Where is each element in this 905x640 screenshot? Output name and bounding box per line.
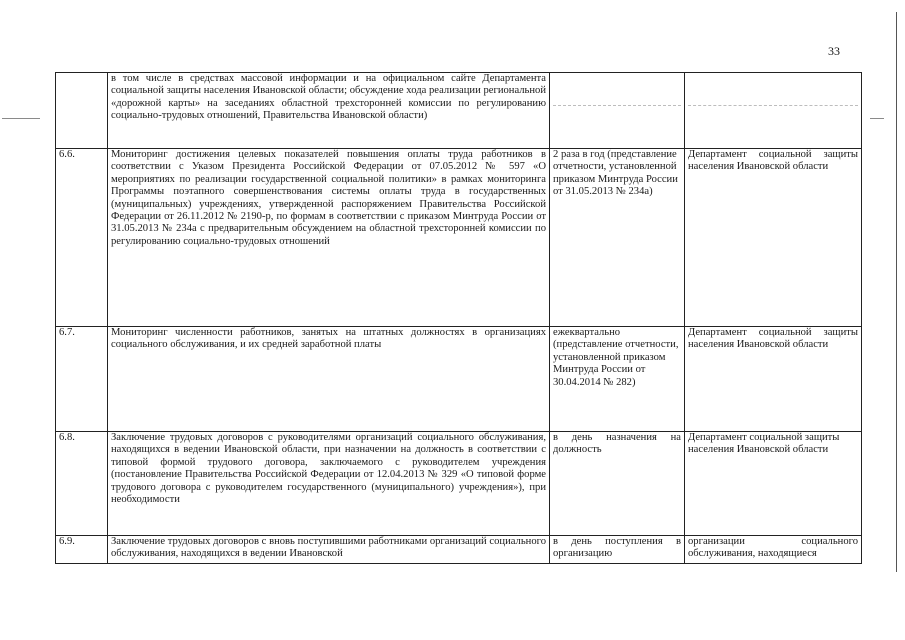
right-edge-rule <box>896 12 897 572</box>
page-number: 33 <box>828 44 840 58</box>
table-row <box>56 536 862 564</box>
row-number-cell: 6.9. <box>56 536 108 564</box>
row-description-cell: Мониторинг численности работников, занятых на штатных должностях в организациях социального обслуживания, и их средней заработной платы <box>108 327 550 432</box>
row-term-cell <box>550 73 685 149</box>
row-responsible-cell: организации социального обслуживания, находящиеся <box>685 536 862 564</box>
plan-table <box>55 72 862 564</box>
row-number-cell <box>56 73 108 149</box>
row-term-cell: в день поступления в организацию <box>550 536 685 564</box>
left-margin-line <box>2 118 40 119</box>
row-description-cell: Заключение трудовых договоров с вновь поступившими работниками организаций социального обслуживания, находящихся в ведении Ивановской <box>108 536 550 564</box>
row-responsible-cell: Департамент социальной защиты населения Ивановской области <box>685 432 862 536</box>
right-margin-line <box>870 118 884 119</box>
row-description-cell: Заключение трудовых договоров с руководителями организаций социального обслуживания, находящихся в ведении Ивановской области, при назначении на должность в соответствии с типовой формой трудового договора, заключаемого с руководителем учреждения (постановление Правительства Российской Федерации от 12.04.2013 № 329 «О типовой форме трудового договора с руководителем государственного (муниципального) учреждения»), при необходимости <box>108 432 550 536</box>
row-term-cell: ежеквартально (представление отчетности, установленной приказом Минтруда России от 30.04.2014 № 282) <box>550 327 685 432</box>
row-term-cell: 2 раза в год (представление отчетности, установленной приказом Минтруда России от 31.05.2013 № 234а) <box>550 149 685 327</box>
table-row <box>56 327 862 432</box>
row-number-cell: 6.6. <box>56 149 108 327</box>
row-responsible-cell: Департамент социальной защиты населения Ивановской области <box>685 327 862 432</box>
table-row <box>56 73 862 149</box>
row-description-cell: в том числе в средствах массовой информации и на официальном сайте Департамента социальной защиты населения Ивановской области; обсуждение хода реализации региональной «дорожной карты» на заседаниях областной трехсторонней комиссии по регулированию социально-трудовых отношений, Правительства Ивановской области) <box>108 73 550 149</box>
row-number-cell: 6.7. <box>56 327 108 432</box>
row-term-cell: в день назначения на должность <box>550 432 685 536</box>
scan-artifact-line <box>688 105 858 106</box>
scan-artifact-line <box>553 105 681 106</box>
row-description-cell: Мониторинг достижения целевых показателей повышения оплаты труда работников в соответствии с Указом Президента Российской Федерации от 07.05.2012 № 597 «О мероприятиях по реализации государственной социальной политики» в рамках мониторинга Программы поэтапного совершенствования системы оплаты труда в государственных (муниципальных) учреждениях, утвержденной распоряжением Правительства Российской Федерации от 26.11.2012 № 2190-р, по формам в соответствии с приказом Минтруда России от 31.05.2013 № 234а с предварительным обсуждением на областной трехсторонней комиссии по регулированию социально-трудовых отношений <box>108 149 550 327</box>
table-row <box>56 432 862 536</box>
row-responsible-cell: Департамент социальной защиты населения Ивановской области <box>685 149 862 327</box>
row-responsible-cell <box>685 73 862 149</box>
row-number-cell: 6.8. <box>56 432 108 536</box>
table-row <box>56 149 862 327</box>
